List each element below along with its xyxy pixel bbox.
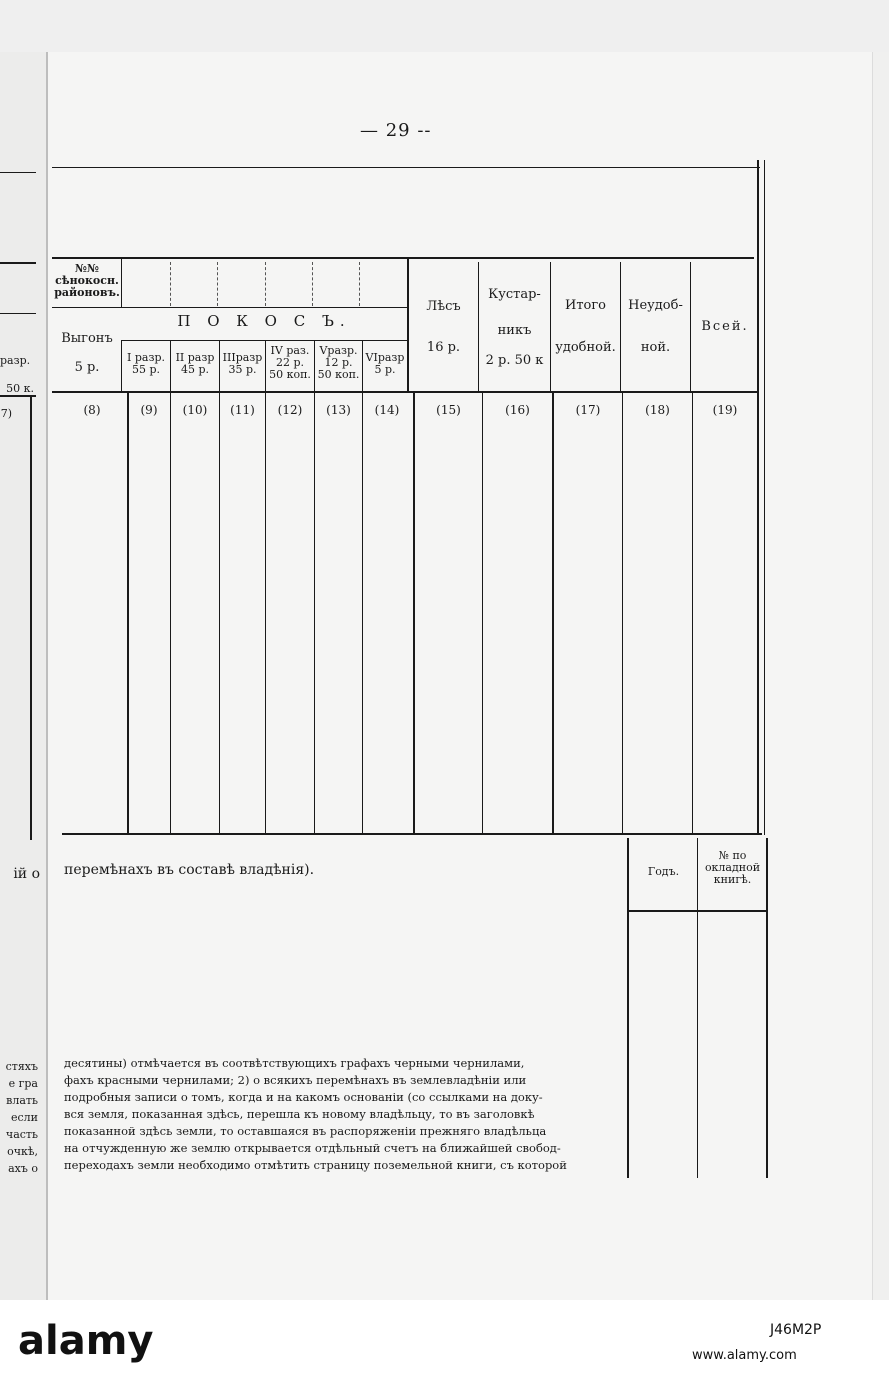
- section-heading: перемѣнахъ въ составѣ владѣнія).: [64, 862, 315, 878]
- grade-3-line2: 35 р.: [228, 363, 257, 376]
- header-god: Годъ.: [647, 865, 680, 878]
- column-line: [622, 393, 623, 833]
- okladnoy-line3: книгѣ.: [713, 873, 752, 886]
- header-noy: ной.: [640, 340, 671, 355]
- image-id: J46M2P: [770, 1322, 822, 1338]
- grade-2-line2: 45 р.: [180, 363, 210, 376]
- left-fragment-line: влать: [6, 1094, 38, 1107]
- header-grade-3: [220, 352, 265, 376]
- header-districts: №№ сѣнокосн. районовъ.: [54, 262, 120, 299]
- pokos-divider: [121, 340, 407, 341]
- table-top-rule: [52, 167, 760, 168]
- column-number: (8): [83, 403, 101, 417]
- column-line: [482, 393, 483, 833]
- left-fragment-kop: 50 к.: [6, 382, 34, 395]
- dashed-column: [312, 262, 313, 306]
- right-border: [757, 160, 759, 835]
- left-fragment-lines: [0, 1058, 38, 1177]
- header-grade-5: [315, 345, 362, 381]
- okladnoy-line1: № по: [718, 849, 747, 862]
- column-line: [550, 262, 551, 393]
- left-rule: [0, 262, 36, 264]
- left-fragment-line: ахъ о: [8, 1162, 38, 1175]
- table-header-top: [52, 257, 754, 259]
- header-grade-4: [266, 345, 314, 381]
- body-line: подробныя записи о томъ, когда и на какомъ основаніи (со ссылками на доку-: [64, 1090, 543, 1104]
- column-number: (12): [277, 403, 303, 417]
- header-les-price: 16 р.: [426, 340, 461, 355]
- left-fragment-line: если: [11, 1111, 38, 1124]
- body-line: десятины) отмѣчается въ соотвѣтствующихъ графахъ черными чернилами,: [64, 1056, 525, 1070]
- column-number: (10): [182, 403, 208, 417]
- left-rule: [0, 172, 36, 173]
- column-number: (15): [436, 403, 461, 417]
- body-line: фахъ красными чернилами; 2) о всякихъ перемѣнахъ въ землевладѣніи или: [64, 1073, 527, 1087]
- left-fragment-line: часть: [5, 1128, 38, 1141]
- column-number: (9): [140, 403, 158, 417]
- column-line: [620, 262, 621, 393]
- table-header-bottom: [52, 391, 758, 393]
- header-neudob: Неудоб-: [628, 298, 683, 313]
- column-line: [552, 393, 554, 833]
- dashed-column: [359, 262, 360, 306]
- table-bottom: [62, 833, 762, 835]
- alamy-logo: alamy: [18, 1318, 154, 1364]
- header-vygon-price: 5 р.: [74, 360, 100, 375]
- grade-1-line2: 55 р.: [131, 363, 161, 376]
- right-page-edge: [872, 52, 889, 1300]
- right-border-inner: [764, 160, 765, 835]
- section-column-line: [766, 838, 768, 1178]
- column-number: (18): [645, 403, 670, 417]
- grade-6-line1: VIразр: [365, 351, 405, 364]
- scan-top-band: [0, 0, 889, 52]
- grade-2-line1: II разр: [175, 351, 215, 364]
- header-itogo: Итого: [565, 298, 606, 313]
- header-vsey: Всей.: [701, 319, 749, 334]
- column-line: [407, 259, 409, 393]
- column-number: (17): [575, 403, 601, 417]
- left-fragment-line: е гра: [8, 1077, 38, 1090]
- left-fragment-ij-o: ій о: [13, 866, 40, 882]
- header-udobnoy: удобной.: [555, 340, 616, 355]
- grade-5-line2: 12 р.: [324, 356, 353, 369]
- header-pokos: П О К О С Ъ.: [177, 312, 351, 330]
- dashed-column: [217, 262, 218, 306]
- site-url: www.alamy.com: [692, 1348, 797, 1363]
- dashed-column: [265, 262, 266, 306]
- column-line: [127, 393, 129, 833]
- left-rule: [0, 313, 36, 314]
- column-number: (13): [326, 403, 351, 417]
- section-column-line: [697, 838, 698, 1178]
- header-vygon: Выгонъ: [61, 331, 113, 346]
- body-line: показанной здѣсь земли, то оставшаяся въ распоряженіи прежняго владѣльца: [64, 1124, 547, 1138]
- column-number: (11): [230, 403, 255, 417]
- column-number: (16): [505, 403, 530, 417]
- grade-6-line2: 5 р.: [374, 363, 396, 376]
- grade-1-line1: I разр.: [127, 351, 165, 364]
- dashed-column: [170, 262, 171, 306]
- left-fragment-col: 7): [0, 407, 12, 420]
- header-les: Лѣсъ: [426, 299, 461, 314]
- row-divider: [52, 307, 407, 308]
- left-fragment-razr: разр.: [0, 354, 31, 367]
- grade-3-line1: IIIразр: [222, 351, 263, 364]
- left-fragment-line: стяхъ: [5, 1060, 38, 1073]
- header-grade-1: [122, 352, 170, 376]
- grade-4-line3: 50 коп.: [269, 368, 311, 381]
- body-line: на отчужденную же землю открывается отдѣльный счетъ на ближайшей свобод-: [64, 1141, 561, 1155]
- header-kustar: Кустар-: [488, 287, 541, 302]
- okladnoy-line2: окладной: [704, 861, 761, 874]
- body-text: [64, 1055, 599, 1174]
- header-kustar-price: 2 р. 50 к: [485, 353, 544, 368]
- header-grade-6: [363, 352, 407, 376]
- section-header-rule: [629, 910, 766, 912]
- page-number: — 29 --: [360, 120, 432, 141]
- body-line: вся земля, показанная здѣсь, перешла къ новому владѣльцу, то въ заголовкѣ: [64, 1107, 535, 1121]
- left-fragment-line: очкѣ,: [7, 1145, 38, 1158]
- section-column-line: [627, 838, 629, 1178]
- column-number: (14): [374, 403, 400, 417]
- header-okladnoy: [699, 850, 766, 886]
- column-number: (19): [712, 403, 738, 417]
- header-grade-2: [171, 352, 219, 376]
- grade-4-line1: IV раз.: [270, 344, 310, 357]
- body-line: переходахъ земли необходимо отмѣтить страницу поземельной книги, съ которой: [64, 1158, 567, 1172]
- header-kustar-2: никъ: [497, 323, 532, 338]
- column-line: [121, 259, 122, 307]
- column-line: [692, 393, 693, 833]
- grade-5-line3: 50 коп.: [317, 368, 360, 381]
- left-column-line: [30, 395, 32, 840]
- grade-5-line1: Vразр.: [319, 344, 358, 357]
- grade-4-line2: 22 р.: [275, 356, 305, 369]
- column-line: [413, 393, 415, 833]
